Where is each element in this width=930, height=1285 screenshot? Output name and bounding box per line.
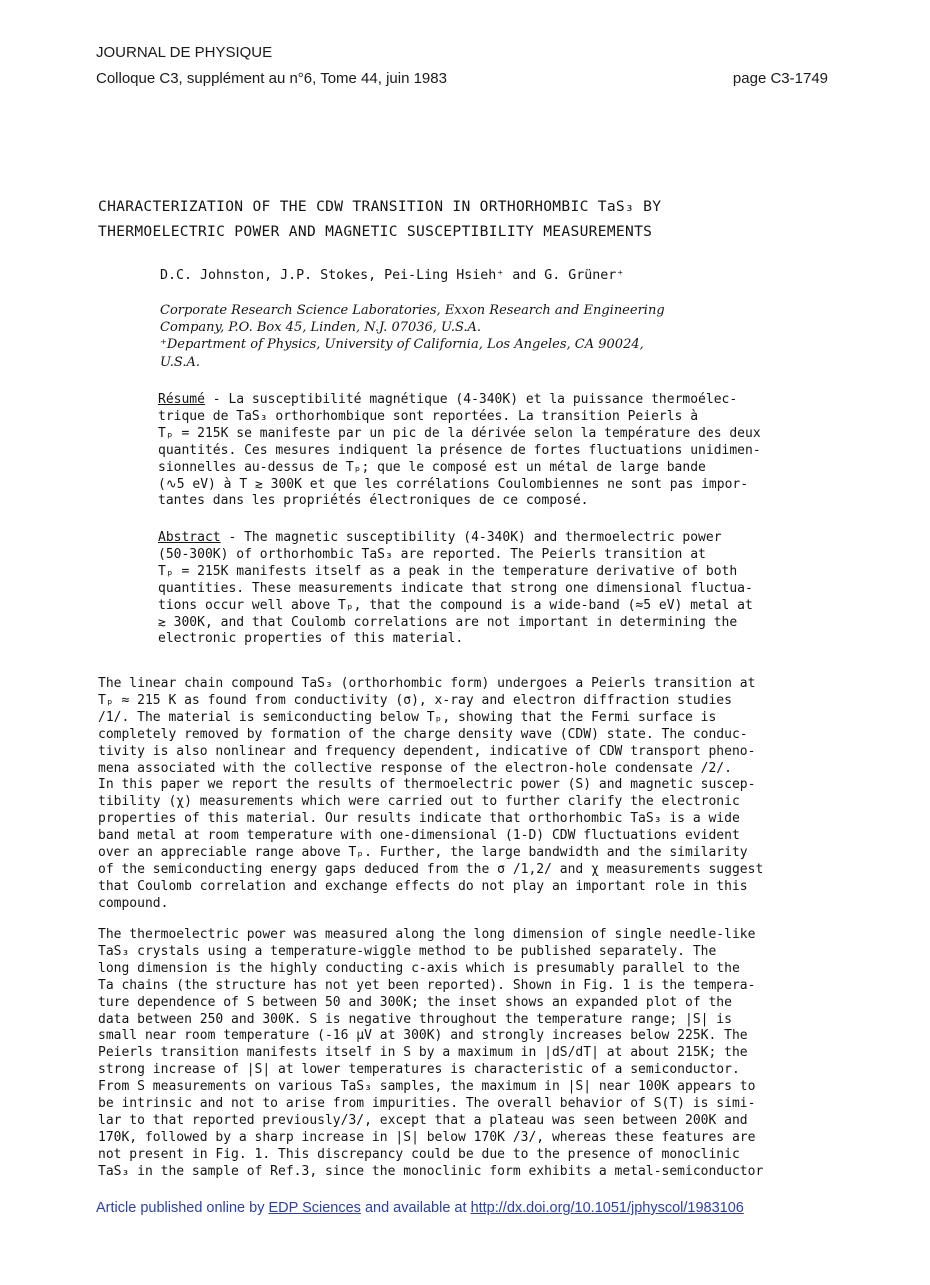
abstract-heading: Abstract (158, 530, 221, 545)
abstract-section (158, 530, 848, 648)
journal-name: JOURNAL DE PHYSIQUE (96, 44, 273, 61)
body-line: band metal at room temperature with one-dimensional (1-D) CDW fluctuations evident (98, 828, 740, 844)
footer-middle: and available at (360, 1200, 471, 1216)
body-line: compound. (98, 895, 169, 911)
resume-line: tantes dans les propriétés électroniques de ce composé. (158, 493, 589, 509)
title-line: THERMOELECTRIC POWER AND MAGNETIC SUSCEPTIBILITY MEASUREMENTS (98, 223, 653, 240)
abstract-line: (50-300K) of orthorhombic TaS₃ are reported. The Peierls transition at (158, 546, 706, 562)
body-line: small near room temperature (-16 μV at 300K) and strongly increases below 225K. The (98, 1028, 748, 1044)
issue-info: Colloque C3, supplément au n°6, Tome 44, juin 1983 (96, 70, 447, 87)
edp-sciences-link[interactable]: EDP Sciences (268, 1200, 361, 1216)
body-line: completely removed by formation of the charge density wave (CDW) state. The conduc- (98, 726, 748, 742)
body-line: data between 250 and 300K. S is negative throughout the temperature range; |S| is (98, 1011, 732, 1027)
body-line: be intrinsic and not to arise from impurities. The overall behavior of S(T) is simi- (98, 1096, 756, 1112)
body-line: 170K, followed by a sharp increase in |S| below 170K /3/, whereas these features are (98, 1129, 756, 1145)
body-line: tibility (χ) measurements which were carried out to further clarify the electronic (98, 794, 740, 810)
body-line: Peierls transition manifests itself in S by a maximum in |dS/dT| at about 215K; the (98, 1045, 748, 1061)
body-paragraph-2 (98, 927, 858, 1181)
abstract-line: quantities. These measurements indicate that strong one dimensional fluctua- (158, 580, 753, 596)
affiliation-line: U.S.A. (160, 354, 200, 370)
body-line: TaS₃ in the sample of Ref.3, since the monoclinic form exhibits a metal-semiconductor (98, 1163, 764, 1179)
resume-line: sionnelles au-dessus de Tₚ; que le composé est un métal de large bande (158, 459, 706, 475)
resume-first-line: - La susceptibilité magnétique (4-340K) et la puissance thermoélec- (204, 392, 738, 407)
body-line: of the semiconducting energy gaps deduced from the σ /1,2/ and χ measurements suggest (98, 861, 764, 877)
body-line: In this paper we report the results of thermoelectric power (S) and magnetic suscep- (98, 777, 756, 793)
doi-link[interactable]: http://dx.doi.org/10.1051/jphyscol/1983106 (470, 1200, 744, 1216)
body-line: TaS₃ crystals using a temperature-wiggle method to be published separately. The (98, 943, 717, 959)
body-line: lar to that reported previously/3/, except that a plateau was seen between 200K and (98, 1112, 748, 1128)
abstract-line: tions occur well above Tₚ, that the compound is a wide-band (≈5 eV) metal at (158, 597, 753, 613)
abstract-line: electronic properties of this material. (158, 631, 464, 647)
body-line: not present in Fig. 1. This discrepancy could be due to the presence of monoclinic (98, 1146, 740, 1162)
footer-prefix: Article published online by (96, 1200, 269, 1216)
affiliation-line: Company, P.O. Box 45, Linden, N.J. 07036, U.S.A. (160, 320, 482, 336)
resume-section (158, 392, 838, 510)
affiliation-line: Corporate Research Science Laboratories, Exxon Research and Engineering (160, 303, 665, 318)
body-paragraph-1 (98, 676, 858, 913)
resume-heading: Résumé (158, 392, 205, 407)
abstract-line: Tₚ = 215K manifests itself as a peak in the temperature derivative of both (158, 563, 738, 579)
body-line: long dimension is the highly conducting c-axis which is presumably parallel to the (98, 960, 740, 976)
resume-line: (∿5 eV) à T ≳ 300K et que les corrélations Coulombiennes ne sont pas impor- (158, 476, 749, 492)
body-line: tivity is also nonlinear and frequency dependent, indicative of CDW transport pheno- (98, 743, 756, 759)
body-line: The thermoelectric power was measured along the long dimension of single needle-like (98, 927, 756, 942)
paper-title (98, 194, 838, 244)
resume-line: Tₚ = 215K se manifeste par un pic de la dérivée selon la température des deux (158, 425, 761, 441)
abstract-first-line: - The magnetic susceptibility (4-340K) and thermoelectric power (220, 530, 722, 545)
body-line: properties of this material. Our results indicate that orthorhombic TaS₃ is a wide (98, 811, 740, 827)
body-line: strong increase of |S| at lower temperatures is characteristic of a semiconductor. (98, 1062, 740, 1078)
body-line: that Coulomb correlation and exchange effects do not play an important role in this (98, 878, 748, 894)
body-line: From S measurements on various TaS₃ samples, the maximum in |S| near 100K appears to (98, 1079, 756, 1095)
abstract-line (158, 530, 848, 547)
body-line: The linear chain compound TaS₃ (orthorhombic form) undergoes a Peierls transition at (98, 676, 756, 691)
body-line: Tₚ ≈ 215 K as found from conductivity (σ), x-ray and electron diffraction studies (98, 692, 732, 708)
publication-footer (96, 1200, 744, 1216)
authors: D.C. Johnston, J.P. Stokes, Pei-Ling Hsieh⁺ and G. Grüner⁺ (160, 268, 625, 283)
body-line: ture dependence of S between 50 and 300K; the inset shows an expanded plot of the (98, 994, 732, 1010)
body-line: mena associated with the collective response of the electron-hole condensate /2/. (98, 760, 732, 776)
affiliation-line: ⁺Department of Physics, University of California, Los Angeles, CA 90024, (160, 337, 644, 353)
abstract-line: ≳ 300K, and that Coulomb correlations are not important in determining the (158, 614, 738, 630)
body-line: over an appreciable range above Tₚ. Further, the large bandwidth and the similarity (98, 845, 748, 861)
resume-line (158, 392, 838, 409)
affiliations (160, 302, 840, 371)
resume-line: quantités. Ces mesures indiquent la présence de fortes fluctuations unidimen- (158, 442, 761, 458)
resume-line: trique de TaS₃ orthorhombique sont reportées. La transition Peierls à (158, 408, 699, 424)
title-line: CHARACTERIZATION OF THE CDW TRANSITION IN ORTHORHOMBIC TaS₃ BY (98, 198, 662, 215)
body-line: /1/. The material is semiconducting below Tₚ, showing that the Fermi surface is (98, 709, 717, 725)
page-number: page C3-1749 (732, 70, 828, 87)
body-line: Ta chains (the structure has not yet been reported). Shown in Fig. 1 is the tempera- (98, 977, 756, 993)
